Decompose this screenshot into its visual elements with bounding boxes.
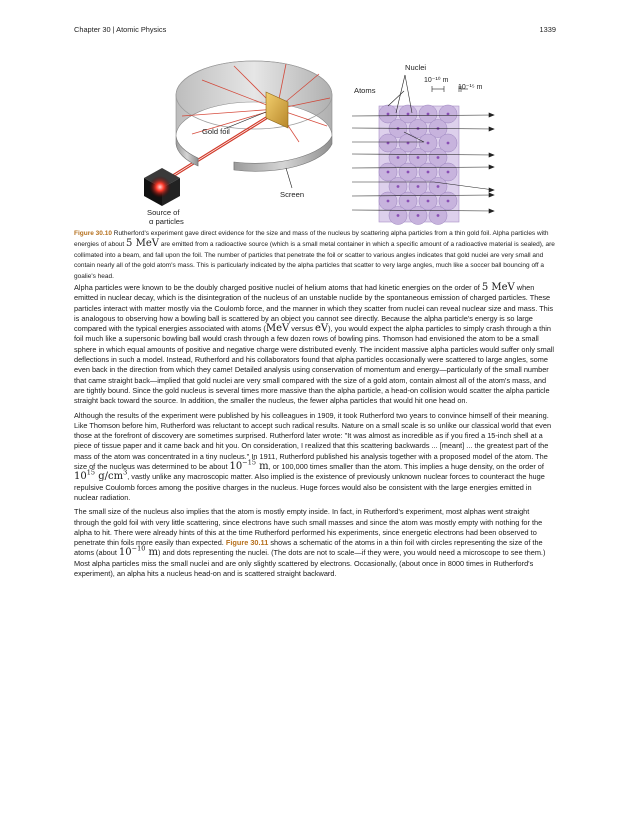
arrow-head [489, 165, 494, 169]
atoms-label: Atoms [354, 86, 376, 95]
foil-atom-diagram [352, 105, 494, 225]
rutherford-figure [74, 50, 556, 226]
p2-text-b: , or 100,000 times smaller than the atom. This implies a huge density, on the order of [268, 462, 544, 472]
p2-text-a: Although the results of the experiment were published by his colleagues in 1909, it took Rutherford two years to convince himself of their meaning. Like Thomson before him, Rutherford was reluctant to accept such radical results. Nature on a small scale is so unlike our classical world that even those at the forefront of discovery are sometimes surprised. Rutherford later wrote: "It was almost as incredible as if you fired a 15-inch shell at a piece of tissue paper and it came back and hit you. On consideration, I realized that this scattering backwards ... [meant] ... the greatest part of the mass of the atom was concentrated in a tiny nucleus." In 1911, Rutherford published his analysis together with a proposed model of the atom. The size of the nucleus was determined to be about [74, 410, 552, 472]
p2-math-1-unit: m [256, 461, 269, 473]
p3-text-c: ) and dots representing the nuclei. (The dots are not to scale—if they were, you would need a microscope to see them.) Most alpha particles miss the small nuclei and are only slightly scattered by electrons. Occasionally, (about once in 8000 times in Rutherford's experiment), an alpha hits a nucleus head-on and is scattered straight backward. [74, 548, 546, 579]
caption-text-1: Rutherford's experiment gave direct evidence for the size and mass of the nucleus by scattering alpha particles from a thin gold foil. Alpha particles with energies of about [74, 230, 549, 249]
nucleus-dot [387, 171, 390, 174]
nucleus-dot [427, 142, 430, 145]
rutherford-apparatus-illustration [74, 50, 556, 226]
nucleus-dot [437, 214, 440, 217]
nuclei-label: Nuclei [405, 63, 427, 72]
screen-front-wall-left [176, 136, 198, 166]
nucleus-dot [387, 200, 390, 203]
paragraph-2 [74, 411, 556, 504]
p1-versus: versus [289, 324, 315, 334]
source-label-line2: α particles [149, 217, 184, 226]
p3-math-1-base: 10 [118, 547, 132, 559]
nucleus-dot [407, 113, 410, 116]
page-header [74, 25, 556, 37]
figure-30-11-link[interactable]: Figure 30.11 [225, 538, 269, 548]
atom-scale-label: 10⁻¹⁰ m [424, 77, 449, 84]
nucleus-dot [407, 171, 410, 174]
paragraph-3 [74, 507, 556, 579]
nucleus-dot [417, 185, 420, 188]
nucleus-dot [397, 214, 400, 217]
caption-text-2: are emitted from a radioactive source (which is a small metal container in which a specific amount of a radioactive material is sealed), are collimated into a beam, and fall upon the foil. The number of particles that penetrate the foil or scatter to various angles indicates that gold nuclei are very small and contain nearly all of the gold atom's mass. This is particularly indicated by the alpha particles that scatter to very large angles, much like a soccer ball bouncing off a goalie's head. [74, 241, 555, 280]
p1-text-b: when emitted in nuclear decay, which is the disintegration of the nucleus of an unstable nuclide by the spontaneous emission of charged particles. These particles interact with matter mostly via the Coulomb force, and the manner in which they scatter from nuclei can reveal nuclear size and mass. This is analogous to observing how a bowling ball is scattered by an object you cannot see directly. Because the alpha particle's energy is so large compared with the typical energies associated with atoms ( [74, 283, 554, 334]
nucleus-dot [427, 171, 430, 174]
p2-math-nucleus-size [229, 458, 269, 473]
p2-math-2-unit: g/cm [95, 471, 124, 483]
paragraph-1 [74, 283, 556, 407]
figure-caption [74, 229, 556, 282]
arrow-head [489, 188, 494, 192]
p1-text-c: ), you would expect the alpha particles to simply crash through a thin foil much like a supersonic bowling ball would crash through a few dozen rows of bowling pins. Thomson had envisioned the atom to be a small sphere in which equal amounts of positive and negative charge were distributed evenly. The incident massive alpha particles would suffer only small deflections in such a model. Instead, Rutherford and his collaborators found that alpha particles occasionally were scattered to large angles, some even back in the direction from which they came! Detailed analysis using conservation of momentum and energy—particularly of the small number that came straight back—implied that gold nuclei are very small compared with the size of a gold atom, contain almost all of the atom's mass, and are tightly bound. Since the gold nucleus is several times more massive than the alpha particle, a head-on collision would scatter the alpha particle straight back toward the source. In addition, the smaller the nucleus, the fewer alpha particles that would hit one head on. [74, 324, 555, 406]
nucleus-dot [427, 200, 430, 203]
arrow-head [489, 153, 494, 157]
p2-math-density [74, 471, 127, 482]
nucleus-dot [437, 185, 440, 188]
nucleus-dot [447, 171, 450, 174]
caption-figure-label: Figure 30.10 [74, 230, 112, 237]
p2-math-1-exp: −15 [242, 458, 256, 467]
p1-math-ev: eV [314, 323, 329, 335]
nucleus-dot [397, 156, 400, 159]
p3-math-1-unit: m [145, 547, 159, 559]
p1-math-energy: 5 MeV [481, 282, 515, 293]
arrow-head [489, 113, 494, 117]
p2-math-2-exp: 15 [86, 469, 96, 478]
nucleus-dot [407, 200, 410, 203]
p1-math-mev: MeV [265, 323, 290, 335]
nucleus-dot [397, 185, 400, 188]
screen-front-wall-right [234, 136, 332, 171]
p2-math-2-base: 10 [74, 471, 87, 483]
nucleus-dot [427, 113, 430, 116]
nucleus-dot [447, 113, 450, 116]
p2-text-c: , vastly unlike any macroscopic matter. Also implied is the existence of previously unknown nuclear forces to counteract the huge repulsive Coulomb forces among the positive charges in the nucleus. Huge forces would also be consistent with the large energies emitted in nuclear radiation. [74, 472, 545, 502]
nucleus-dot [447, 142, 450, 145]
arrow-head [489, 193, 494, 197]
main-body [74, 283, 556, 583]
gold-foil-label: Gold foil [202, 127, 230, 136]
p1-text-a: Alpha particles were known to be the doubly charged positive nuclei of helium atoms that had kinetic energies on the order of [74, 283, 482, 292]
p3-math-1-exp: −10 [131, 545, 146, 554]
source-label-line1: Source of [147, 208, 180, 217]
arrow-head [489, 127, 494, 131]
p3-text-a: The small size of the nucleus also implies that the atom is mostly empty inside. In fact, in Rutherford's experiment, most alphas went straight through the gold foil with very little scattering, since electrons have such small masses and since the atom was mostly empty with nothing for the alpha to hit. There were already hints of this at the time Rutherford performed his experiments, since energetic electrons had been observed to penetrate thin foils more easily than expected. [74, 507, 543, 548]
nucleus-dot [387, 113, 390, 116]
nucleus-dot [417, 156, 420, 159]
nucleus-dot [447, 200, 450, 203]
p2-math-1-base: 10 [229, 461, 243, 473]
arrow-head [489, 209, 494, 213]
p3-math-atom-size [119, 547, 158, 558]
page-number: 1339 [539, 25, 556, 34]
p2-math-2-unit-exp: 3 [123, 469, 128, 478]
nucleus-scale-label: 10⁻¹⁵ m [458, 84, 483, 91]
nucleus-dot [437, 156, 440, 159]
screen-label: Screen [280, 190, 305, 199]
chapter-title: Chapter 30 | Atomic Physics [74, 25, 167, 34]
caption-energy-math: 5 MeV [126, 238, 159, 250]
p3-text-b: shows a schematic of the atoms in a thin foil with circles representing the size of the atoms (about [74, 538, 543, 558]
nucleus-dot [417, 214, 420, 217]
